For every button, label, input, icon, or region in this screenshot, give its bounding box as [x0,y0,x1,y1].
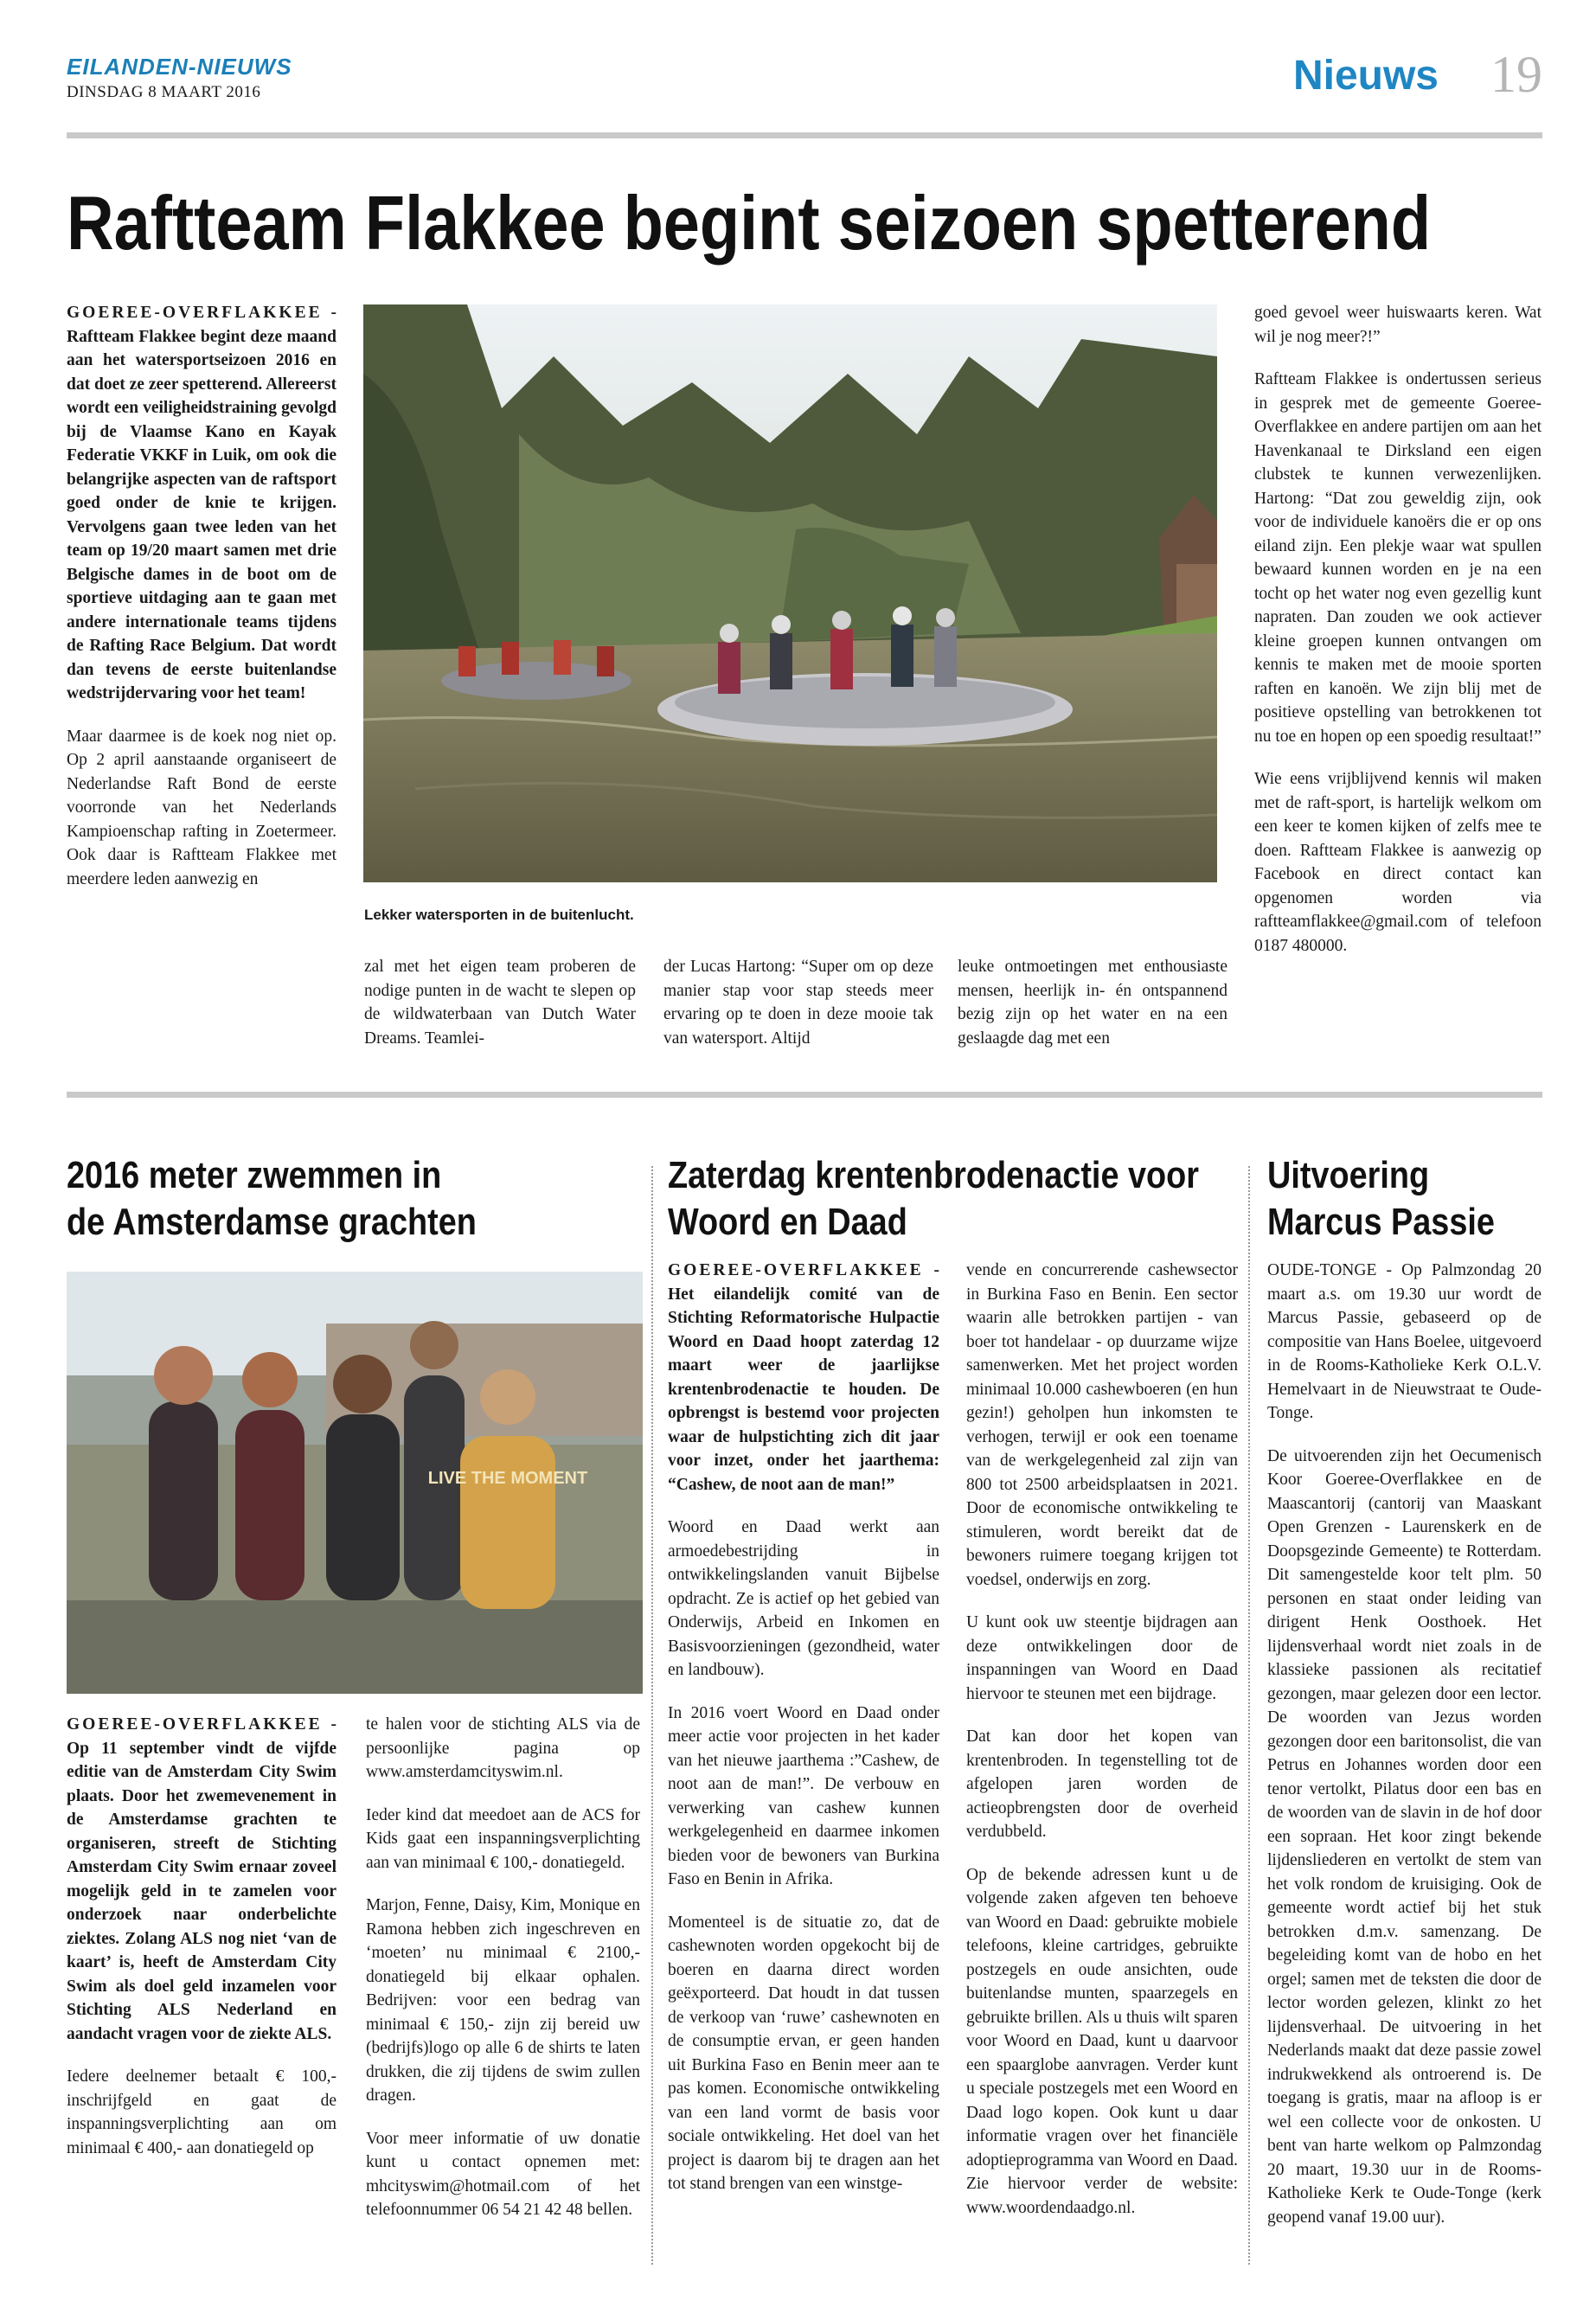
article1-paragraph: zal met het eigen team proberen de nodige punten in de wacht te slepen op de wildwaterbaan van Dutch Water Dreams. Teamlei- [364,958,636,1048]
article1-column-5 [1254,301,1542,977]
issue-date: DINSDAG 8 MAART 2016 [67,83,261,101]
article2-paragraph: Voor meer informatie of uw donatie kunt u contact opnemen met: mhcityswim@hotmail.com of het telefoonnummer 06 54 21 42 48 bellen. [366,2129,640,2219]
article2-photo-group [67,1272,643,1694]
article1-column-2 [364,955,636,1069]
article2-headline: 2016 meter zwemmen in de Amsterdamse grachten [67,1154,477,1243]
article1-lead: - Raftteam Flakkee begint deze maand aan het watersportseizoen 2016 en dat doet ze zeer spetterend. Allereerst wordt een veiligheidstraining gevolgd bij de Vlaamse Kano en Kayak Federatie VKKF in Luik, om ook die belangrijke aspecten van de raftsport goed onder de knie te krijgen. Vervolgens gaan twee leden van het team op 19/20 maart samen met drie Belgische dames in de boot om de sportieve uitdaging aan te gaan met andere internationale teams tijdens de Rafting Race Belgium. Dat wordt dan tevens de eerste buitenlandse wedstrijdervaring voor het team! [67,304,337,702]
article1-paragraph: leuke ontmoetingen met enthousiaste mensen, heerlijk in- én ontspannend bezig zijn op het water en na een geslaagde dag met een [958,958,1227,1048]
article1-photo-rafting [363,304,1217,882]
article3-paragraph: Op de bekende adressen kunt u de volgende zaken afgeven ten behoeve van Woord en Daad: gebruikte mobiele telefoons, kleine cartridges, gebruikte postzegels en oude ansichten, oude buitenlandse munten, spaarzegels en gebruikte brillen. Als u thuis wilt sparen voor Woord en Daad, kunt u daarvoor een spaarglobe aanvragen. Verder kunt u speciale postzegels met een Woord en Daad logo kopen. Ook kunt u daar informatie vragen over het financiële adoptieprogramma van Woord en Daad. Zie hiervoor verder de website: www.woordendaadgo.nl. [966,1865,1238,2217]
article4-headline: Uitvoering Marcus Passie [1267,1154,1495,1243]
article1-dateline: GOEREE-OVERFLAKKEE [67,304,323,322]
article3-paragraph: Dat kan door het kopen van krentenbroden. In tegenstelling tot de afgelopen jaren worden de actieopbrengsten door de overheid verdubbeld. [966,1727,1238,1841]
article1-column-4 [958,955,1227,1069]
article2-dateline: GOEREE-OVERFLAKKEE [67,1715,323,1734]
article2-column-2 [366,1713,640,2241]
article1-paragraph: Wie eens vrijblijvend kennis wil maken met de raft-sport, is hartelijk welkom om een keer te komen kijken of zelfs mee te doen. Raftteam Flakkee is aanwezig op Facebook en direct contact kan opgenomen worden via raftteamflakkee@gmail.com of telefoon 0187 480000. [1254,770,1542,955]
newspaper-logo: EILANDEN-NIEUWS [67,54,292,80]
article2-paragraph: te halen voor de stichting ALS via de persoonlijke pagina op www.amsterdamcityswim.nl. [366,1715,640,1781]
article4-column [1267,1259,1542,2248]
article3-lead: - Het eilandelijk comité van de Stichting Reformatorische Hulpactie Woord en Daad hoopt zaterdag 12 maart weer de jaarlijkse krentenbrodenactie te houden. De opbrengst is bestemd voor projecten waar de hulpstichting zich dit jaar voor inzet, onder het jaarthema: “Cashew, de noot aan de man!” [668,1261,939,1494]
article3-headline: Zaterdag krentenbrodenactie voor Woord en Daad [668,1154,1199,1243]
column-divider [1248,1166,1250,2265]
shirt-print-text: LIVE THE MOMENT [427,1469,588,1488]
article1-paragraph: Raftteam Flakkee is ondertussen serieus in gesprek met de gemeente Goeree-Overflakkee en andere partijen om aan het Havenkanaal te Dirksland een eigen clubstek te kunnen verwezenlijken. Hartong: “Dat zou geweldig zijn, ook voor de individuele kanoërs die er op ons eiland zijn. Een plekje waar wat spullen bewaard kunnen worden en je na een tocht op het water nog even gezellig kunt napraten. Dan zouden we ook actiever kleine groepen kunnen ontvangen om kennis te maken met de mooie sporten raften en kanoën. We zijn blij met de positieve opstelling van betrokkenen tot nu toe en hopen op een spoedig resultaat!” [1254,370,1542,746]
article1-column-1 [67,301,337,910]
article1-paragraph: der Lucas Hartong: “Super om op deze manier stap voor stap steeds meer ervaring op te doen in deze mooie tak van watersport. Altijd [663,958,933,1048]
article4-paragraph: OUDE-TONGE - Op Palmzondag 20 maart a.s. om 19.30 uur wordt de Marcus Passie, gebaseerd op de compositie van Hans Boelee, uitgevoerd in de Rooms-Katholieke Kerk O.L.V. Hemelvaart in de Nieuwstraat te Oude-Tonge. [1267,1261,1542,1422]
article1-photo-caption: Lekker watersporten in de buitenlucht. [364,907,634,923]
article3-paragraph: In 2016 voert Woord en Daad onder meer actie voor projecten in het kader van het nieuwe jaarthema :”Cashew, de noot aan de man!”. De verbouw en verwerking van cashew kunnen werkgelegenheid en daarmee inkomen bieden voor de bewoners van Burkina Faso en Benin in Afrika. [668,1703,939,1888]
page-number: 19 [1490,46,1542,103]
article3-column-1 [668,1259,939,2215]
header-rule [67,132,1542,138]
article4-paragraph: De uitvoerenden zijn het Oecumenisch Koor Goeree-Overflakkee en de Maascantorij (cantorij van Maaskant Open Grenzen - Laurenskerk en de Doopsgezinde Gemeente) te Rotterdam. Dit samengestelde koor telt plm. 50 personen en staat onder leiding van dirigent Henk Oosthoek. Het lijdensverhaal wordt niet zoals in de klassieke passionen als recitatief gezongen, maar gelezen door een lector. De woorden van Jezus worden gezongen door een baritonsolist, die van Petrus en Johannes worden door een tenor vertolkt, Pilatus door een bas en de woorden van de slavin in de hof door een sopraan. Het koor zingt bekende lijdensliederen en vertolkt de stem van het volk rondom de kruisiging. Ook de gemeente wordt actief bij het stuk betrokken d.m.v. samenzang. De begeleiding komt van de hobo en het orgel; samen met de teksten die door de lector worden gelezen, klinkt zo het lijdensverhaal. De uitvoering in het Nederlands maakt dat deze passie zowel indrukwekkend als ontroerend is. De toegang is gratis, maar na afloop is er wel een collecte voor de onkosten. U bent van harte welkom op Palmzondag 20 maart, 19.30 uur in de Rooms-Katholieke Kerk te Oude-Tonge (kerk geopend vanaf 19.00 uur). [1267,1446,1542,2227]
article2-paragraph: Ieder kind dat meedoet aan de ACS for Kids gaat een inspanningsverplichting aan van minimaal € 100,- donatiegeld. [366,1805,640,1872]
article2-paragraph: Marjon, Fenne, Daisy, Kim, Monique en Ramona hebben zich ingeschreven en ‘moeten’ nu minimaal € 2100,- donatiegeld bij elkaar ophalen. Bedrijven: voor een bedrag van minimaal € 150,- zijn zij bereid uw (bedrijfs)logo op alle 6 de shirts te laten drukken, die zij tijdens de swim zullen dragen. [366,1896,640,2105]
article3-column-2 [966,1259,1238,2239]
article3-paragraph: vende en concurrerende cashewsector in Burkina Faso en Benin. Een sector waarin alle betrokken partijen - van boer tot handelaar - op duurzame wijze samenwerken. Met het project worden minimaal 10.000 cashewboeren (en hun gezin!) geholpen hun inkomsten te verhogen, terwijl er ook een toename van de werkgelegenheid zal zijn van 800 tot 2500 arbeidsplaatsen in 2021. Door de economische ontwikkeling te stimuleren, wordt bereikt dat de bewoners ruimere toegang krijgen tot voedsel, onderwijs en zorg. [966,1261,1238,1589]
article2-column-1 [67,1713,337,2179]
article2-paragraph: Iedere deelnemer betaalt € 100,- inschrijfgeld en gaat de inspanningsverplichting aan om minimaal € 400,- aan donatiegeld op [67,2067,337,2157]
article1-column-3 [663,955,933,1069]
article3-paragraph: Woord en Daad werkt aan armoedebestrijding in ontwikkelingslanden vanuit Bijbelse opdracht. Ze is actief op het gebied van Onderwijs, Arbeid en Inkomen en Basisvoorzieningen (gezondheid, water en landbouw). [668,1518,939,1679]
column-divider [651,1166,653,2265]
article1-headline: Raftteam Flakkee begint seizoen spetterend [67,180,1432,266]
section-title: Nieuws [1292,53,1439,99]
section-rule [67,1092,1542,1098]
article3-paragraph: U kunt ook uw steentje bijdragen aan deze ontwikkelingen door de inspanningen van Woord en Daad hiervoor te steunen met een bijdrage. [966,1613,1238,1703]
article2-lead: - Op 11 september vindt de vijfde editie van de Amsterdam City Swim plaats. Door het zwemevenement in de Amsterdamse grachten te organiseren, streeft de Stichting Amsterdam City Swim ernaar zoveel mogelijk geld in te zamelen voor onderzoek naar onderbelichte ziektes. Zolang ALS nog niet ‘van de kaart’ is, heeft de Amsterdam City Swim als doel geld inzamelen voor Stichting ALS Nederland en aandacht vragen voor de ziekte ALS. [67,1715,337,2043]
article3-paragraph: Momenteel is de situatie zo, dat de cashewnoten worden opgekocht bij de boeren en daarna direct worden geëxporteerd. Dat houdt in dat tussen de verkoop van ‘ruwe’ cashewnoten en de consumptie ervan, er geen handen uit Burkina Faso en Benin meer aan te pas komen. Economische ontwikkeling van een land vormt de basis voor sociale ontwikkeling. Het doel van het project is daarom bij te dragen aan het tot stand brengen van een winstge- [668,1913,939,2193]
article1-paragraph: goed gevoel weer huiswaarts keren. Wat wil je nog meer?!” [1254,304,1542,346]
article3-dateline: GOEREE-OVERFLAKKEE [668,1261,924,1279]
article1-paragraph: Maar daarmee is de koek nog niet op. Op 2 april aanstaande organiseert de Nederlandse Raft Bond de eerste voorronde van het Nederlands Kampioenschap rafting in Zoetermeer. Ook daar is Raftteam Flakkee met meerdere leden aanwezig en [67,727,337,888]
